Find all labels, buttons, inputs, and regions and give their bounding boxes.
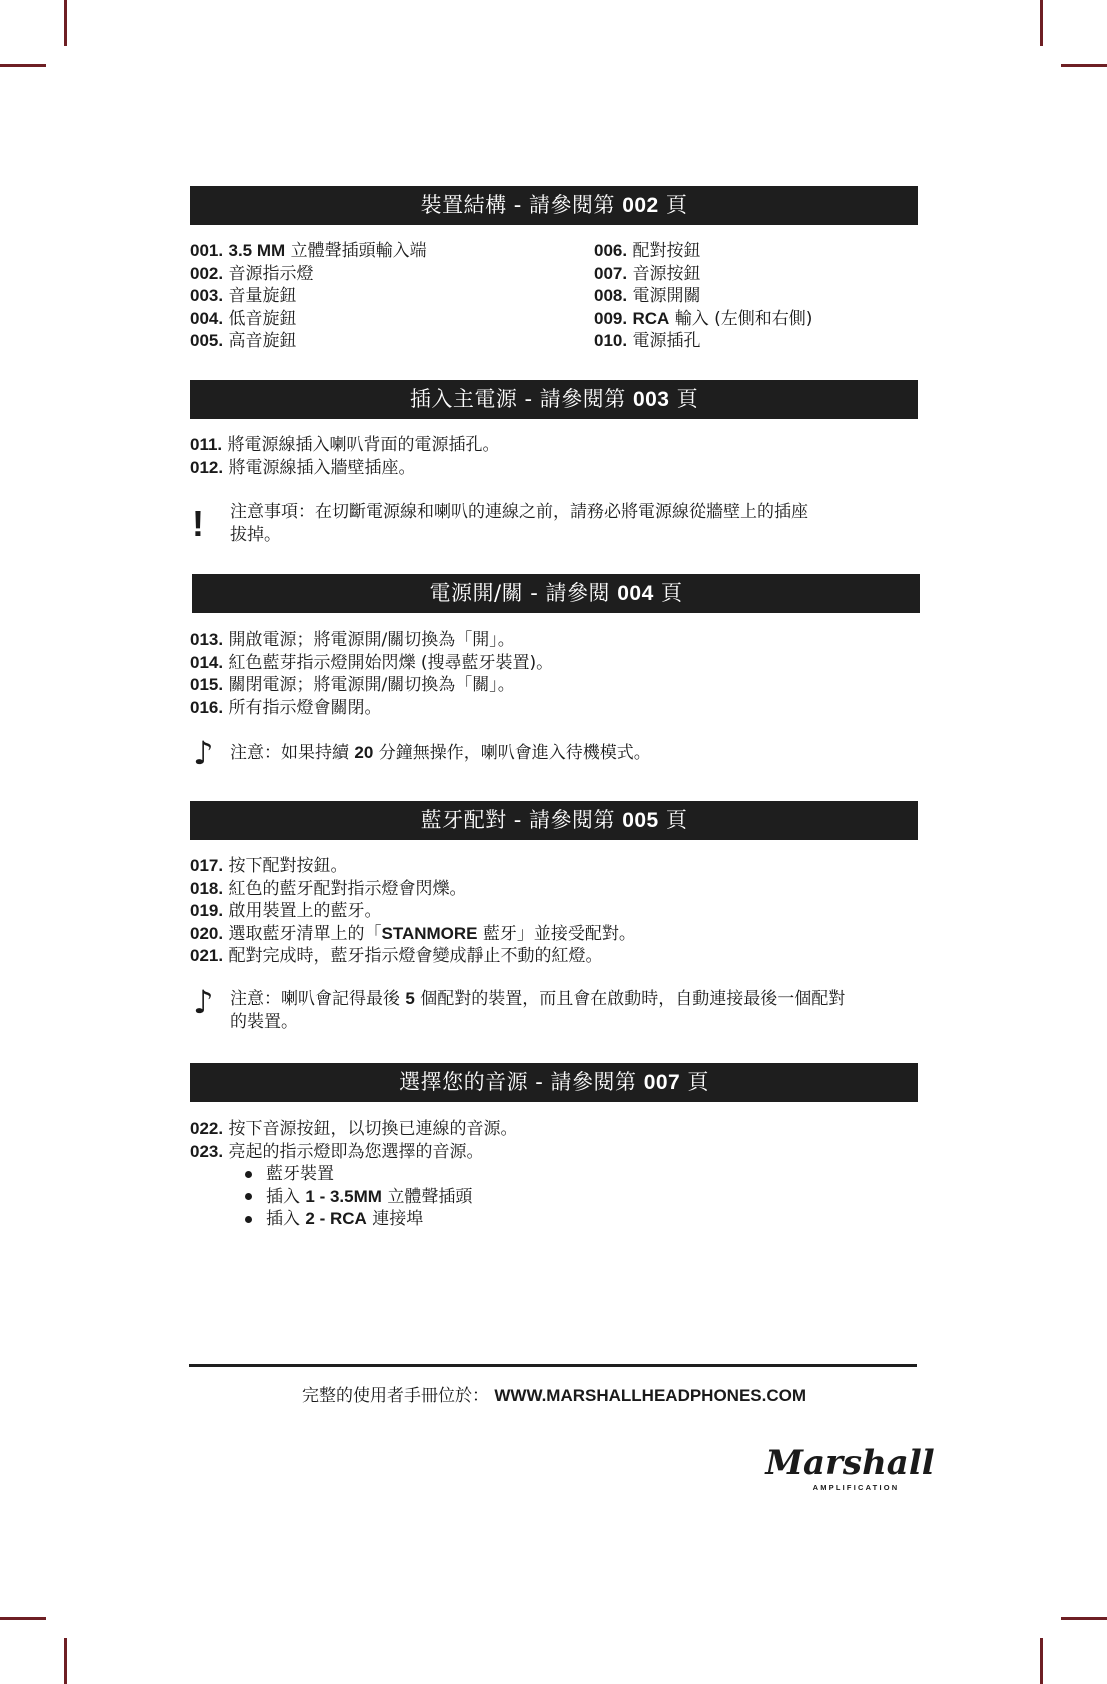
section-heading: 電源開/關 - 請參閱 004 頁 — [192, 574, 920, 613]
list-item: 008. 電源開關 — [594, 286, 701, 306]
manual-url[interactable]: WWW.MARSHALLHEADPHONES.COM — [494, 1386, 807, 1405]
list-item: 004. 低音旋鈕 — [190, 308, 297, 329]
parts-list-left — [190, 240, 427, 353]
list-item: 005. 高音旋鈕 — [190, 331, 297, 351]
list-item: 002. 音源指示燈 — [190, 263, 314, 284]
crop-mark — [1040, 1638, 1043, 1684]
svg-text:Marshall: Marshall — [765, 1443, 935, 1483]
list-item: 021. 配對完成時，藍牙指示燈會變成靜止不動的紅燈。 — [190, 946, 603, 966]
list-item: 010. 電源插孔 — [594, 331, 701, 351]
crop-mark — [0, 64, 46, 67]
info-note: 注意：如果持續 20 分鐘無操作，喇叭會進入待機模式。 — [230, 743, 651, 763]
list-item: 020. 選取藍牙清單上的「STANMORE 藍牙」並接受配對。 — [190, 923, 636, 944]
bullet-icon — [245, 1193, 252, 1200]
crop-mark — [0, 1617, 46, 1620]
list-item: 012. 將電源線插入牆壁插座。 — [190, 457, 416, 478]
list-item: 015. 關閉電源；將電源開/關切換為「關」。 — [190, 675, 515, 695]
steps-list — [190, 855, 636, 968]
crop-mark — [1061, 64, 1107, 67]
marshall-logo — [765, 1443, 935, 1494]
crop-mark — [1061, 1617, 1107, 1620]
steps-list — [190, 629, 553, 719]
list-item: 014. 紅色藍芽指示燈開始閃爍 (搜尋藍牙裝置)。 — [190, 652, 554, 673]
crop-mark — [64, 1638, 67, 1684]
source-options — [245, 1163, 472, 1231]
music-note-icon: ♪ — [193, 734, 214, 772]
bullet-icon — [245, 1216, 252, 1223]
list-item: 011. 將電源線插入喇叭背面的電源插孔。 — [190, 435, 500, 455]
list-item: 022. 按下音源按鈕，以切換已連線的音源。 — [190, 1119, 518, 1139]
warning-icon: ! — [192, 503, 204, 544]
list-item: 023. 亮起的指示燈即為您選擇的音源。 — [190, 1141, 484, 1162]
section-heading: 裝置結構 - 請參閱第 002 頁 — [190, 186, 918, 225]
footer-divider — [189, 1364, 917, 1367]
list-item: 藍牙裝置 — [245, 1163, 472, 1186]
info-note: 注意：喇叭會記得最後 5 個配對的裝置，而且會在啟動時，自動連接最後一個配對 的裝置。 — [230, 989, 846, 1032]
list-item: 013. 開啟電源；將電源開/關切換為「開」。 — [190, 630, 515, 650]
crop-mark — [64, 0, 67, 46]
section-heading: 插入主電源 - 請參閱第 003 頁 — [190, 380, 918, 419]
steps-list — [190, 1118, 518, 1163]
list-item: 003. 音量旋鈕 — [190, 286, 297, 306]
parts-list-right — [594, 240, 812, 353]
list-item: 插入 2 - RCA 連接埠 — [245, 1208, 472, 1231]
list-item: 插入 1 - 3.5MM 立體聲插頭 — [245, 1186, 472, 1209]
list-item: 001. 3.5 MM 立體聲插頭輸入端 — [190, 241, 427, 261]
section-heading: 選擇您的音源 - 請參閱第 007 頁 — [190, 1063, 918, 1102]
list-item: 017. 按下配對按鈕。 — [190, 856, 348, 876]
music-note-icon: ♪ — [193, 983, 214, 1021]
svg-text:AMPLIFICATION: AMPLIFICATION — [812, 1483, 900, 1492]
list-item: 016. 所有指示燈會關閉。 — [190, 697, 382, 718]
list-item: 019. 啟用裝置上的藍牙。 — [190, 901, 382, 921]
warning-note: 注意事項：在切斷電源線和喇叭的連線之前，請務必將電源線從牆壁上的插座 拔掉。 — [230, 502, 808, 545]
section-heading: 藍牙配對 - 請參閱第 005 頁 — [190, 801, 918, 840]
steps-list — [190, 434, 500, 479]
list-item: 006. 配對按鈕 — [594, 241, 701, 261]
list-item: 007. 音源按鈕 — [594, 263, 701, 284]
list-item: 018. 紅色的藍牙配對指示燈會閃爍。 — [190, 878, 467, 899]
crop-mark — [1040, 0, 1043, 46]
footer: 完整的使用者手冊位於： WWW.MARSHALLHEADPHONES.COM — [301, 1386, 807, 1406]
list-item: 009. RCA 輸入 (左側和右側) — [594, 308, 813, 329]
bullet-icon — [245, 1171, 252, 1178]
